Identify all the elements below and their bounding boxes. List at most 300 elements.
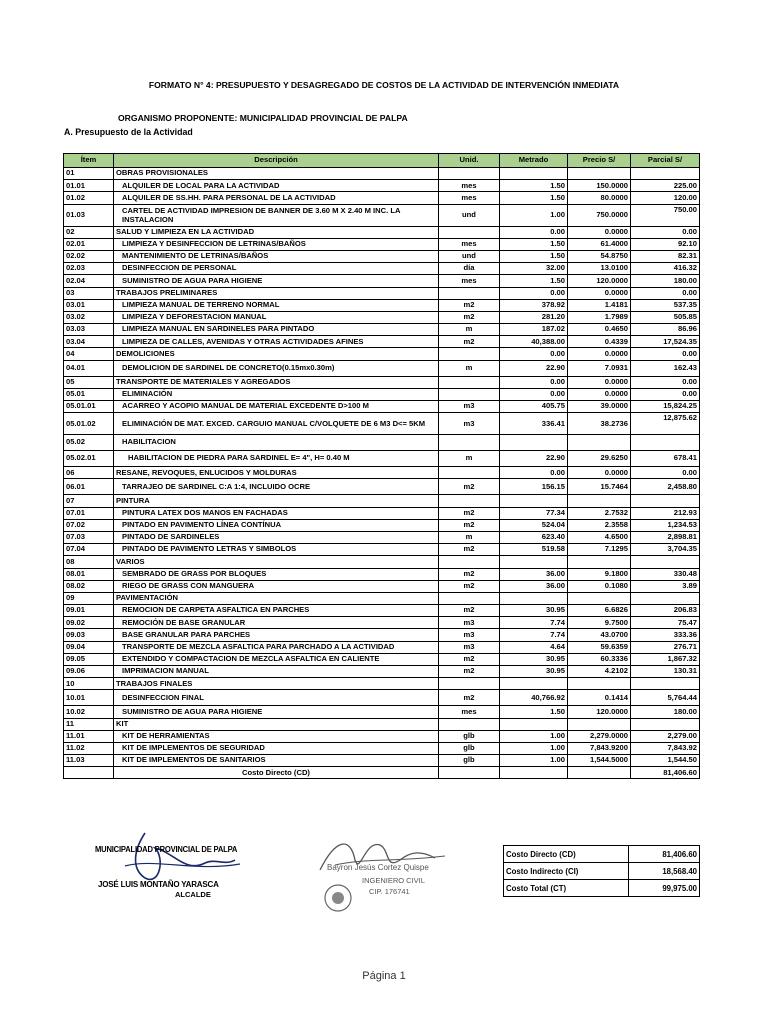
row-item-code: 07.04 bbox=[64, 544, 114, 556]
cost-summary-table bbox=[503, 845, 700, 897]
col-header-description: Descripción bbox=[114, 154, 439, 168]
row-quantity bbox=[500, 435, 568, 451]
row-price: 13.0100 bbox=[568, 263, 631, 275]
mayor-name: JOSÉ LUIS MONTAÑO YARASCA bbox=[98, 880, 219, 889]
row-partial: 180.00 bbox=[631, 275, 700, 287]
row-item-code: 08.02 bbox=[64, 580, 114, 592]
row-quantity: 30.95 bbox=[500, 653, 568, 665]
row-description: HABILITACION DE PIEDRA PARA SARDINEL E= 4", H= 0.40 M bbox=[114, 451, 439, 467]
row-partial bbox=[631, 495, 700, 507]
row-price: 750.0000 bbox=[568, 204, 631, 226]
mayor-stamp-org: MUNICIPALIDAD PROVINCIAL DE PALPA bbox=[95, 845, 238, 854]
budget-row bbox=[64, 556, 700, 568]
row-item-code: 03.03 bbox=[64, 324, 114, 336]
row-unit: glb bbox=[439, 755, 500, 767]
row-description: ELIMINACIÓN bbox=[114, 388, 439, 400]
summary-value: 81,406.60 bbox=[629, 846, 700, 863]
row-unit: m2 bbox=[439, 479, 500, 495]
row-partial: 225.00 bbox=[631, 180, 700, 192]
budget-row bbox=[64, 348, 700, 360]
budget-row bbox=[64, 580, 700, 592]
engineer-cip: CIP. 176741 bbox=[369, 887, 410, 896]
row-unit: m2 bbox=[439, 690, 500, 706]
row-price: 4.6500 bbox=[568, 531, 631, 543]
row-quantity: 405.75 bbox=[500, 401, 568, 413]
budget-row bbox=[64, 617, 700, 629]
row-quantity: 378.92 bbox=[500, 299, 568, 311]
row-price bbox=[568, 495, 631, 507]
row-quantity: 1.50 bbox=[500, 192, 568, 204]
row-description: RIEGO DE GRASS CON MANGUERA bbox=[114, 580, 439, 592]
row-item-code: 03.04 bbox=[64, 336, 114, 348]
row-unit: mes bbox=[439, 706, 500, 718]
row-price: 6.6826 bbox=[568, 605, 631, 617]
row-description: KIT DE IMPLEMENTOS DE SEGURIDAD bbox=[114, 742, 439, 754]
row-item-code: 10.02 bbox=[64, 706, 114, 718]
row-quantity bbox=[500, 592, 568, 604]
row-unit bbox=[439, 348, 500, 360]
row-unit: m bbox=[439, 360, 500, 376]
budget-row bbox=[64, 388, 700, 400]
row-item-code: 05.01 bbox=[64, 388, 114, 400]
row-partial: 86.96 bbox=[631, 324, 700, 336]
row-partial: 7,843.92 bbox=[631, 742, 700, 754]
row-description: IMPRIMACION MANUAL bbox=[114, 666, 439, 678]
row-partial: 17,524.35 bbox=[631, 336, 700, 348]
row-partial: 678.41 bbox=[631, 451, 700, 467]
budget-row bbox=[64, 605, 700, 617]
row-quantity: 1.50 bbox=[500, 275, 568, 287]
row-description: KIT DE HERRAMIENTAS bbox=[114, 730, 439, 742]
row-unit bbox=[439, 495, 500, 507]
row-partial: 276.71 bbox=[631, 641, 700, 653]
row-quantity: 0.00 bbox=[500, 287, 568, 299]
row-item-code: 01.01 bbox=[64, 180, 114, 192]
row-item-code: 09.03 bbox=[64, 629, 114, 641]
budget-row bbox=[64, 435, 700, 451]
row-price: 4.2102 bbox=[568, 666, 631, 678]
row-price: 80.0000 bbox=[568, 192, 631, 204]
row-price: 7.0931 bbox=[568, 360, 631, 376]
budget-row bbox=[64, 653, 700, 665]
budget-row bbox=[64, 666, 700, 678]
row-price: 54.8750 bbox=[568, 250, 631, 262]
row-item-code: 05.01.01 bbox=[64, 401, 114, 413]
budget-row bbox=[64, 413, 700, 435]
row-partial bbox=[631, 168, 700, 180]
row-item-code: 05 bbox=[64, 376, 114, 388]
row-unit: m3 bbox=[439, 641, 500, 653]
row-partial: 2,279.00 bbox=[631, 730, 700, 742]
row-quantity: 30.95 bbox=[500, 666, 568, 678]
row-unit: m2 bbox=[439, 653, 500, 665]
row-item-code: 03 bbox=[64, 287, 114, 299]
row-unit bbox=[439, 376, 500, 388]
row-partial: 1,867.32 bbox=[631, 653, 700, 665]
row-description: TRANSPORTE DE MEZCLA ASFALTICA PARA PARCHADO A LA ACTIVIDAD bbox=[114, 641, 439, 653]
row-description: TRABAJOS FINALES bbox=[114, 678, 439, 690]
mayor-signature-block bbox=[95, 828, 255, 899]
row-item-code: 01.02 bbox=[64, 192, 114, 204]
row-unit bbox=[439, 678, 500, 690]
row-description: VARIOS bbox=[114, 556, 439, 568]
row-unit: m bbox=[439, 531, 500, 543]
budget-row bbox=[64, 690, 700, 706]
document-title: FORMATO N° 4: PRESUPUESTO Y DESAGREGADO DE COSTOS DE LA ACTIVIDAD DE INTERVENCIÓN INMEDIATA bbox=[148, 80, 620, 90]
row-quantity: 1.50 bbox=[500, 706, 568, 718]
row-unit: mes bbox=[439, 180, 500, 192]
row-price: 0.1080 bbox=[568, 580, 631, 592]
row-partial: 1,234.53 bbox=[631, 519, 700, 531]
summary-row-total bbox=[504, 880, 700, 897]
mayor-title: ALCALDE bbox=[175, 890, 211, 899]
row-quantity: 281.20 bbox=[500, 311, 568, 323]
col-header-price: Precio S/ bbox=[568, 154, 631, 168]
row-description: PINTADO EN PAVIMENTO LÍNEA CONTÍNUA bbox=[114, 519, 439, 531]
budget-row bbox=[64, 250, 700, 262]
row-unit bbox=[439, 435, 500, 451]
row-unit bbox=[439, 467, 500, 479]
row-item-code: 03.02 bbox=[64, 311, 114, 323]
row-unit bbox=[439, 226, 500, 238]
row-partial bbox=[631, 592, 700, 604]
row-quantity: 22.90 bbox=[500, 360, 568, 376]
row-description: SUMINISTRO DE AGUA PARA HIGIENE bbox=[114, 706, 439, 718]
row-item-code: 11 bbox=[64, 718, 114, 730]
summary-label: Costo Total (CT) bbox=[504, 880, 629, 897]
row-partial: 0.00 bbox=[631, 388, 700, 400]
row-description: PINTADO DE PAVIMENTO LETRAS Y SIMBOLOS bbox=[114, 544, 439, 556]
row-partial: 537.35 bbox=[631, 299, 700, 311]
row-price bbox=[568, 556, 631, 568]
mayor-signature-scribble bbox=[115, 828, 245, 888]
col-header-unit: Unid. bbox=[439, 154, 500, 168]
row-partial: 330.48 bbox=[631, 568, 700, 580]
row-item-code: 02.02 bbox=[64, 250, 114, 262]
row-partial bbox=[631, 435, 700, 451]
total-label: Costo Directo (CD) bbox=[114, 767, 439, 779]
budget-row bbox=[64, 336, 700, 348]
row-unit: mes bbox=[439, 275, 500, 287]
row-partial: 162.43 bbox=[631, 360, 700, 376]
budget-row bbox=[64, 531, 700, 543]
row-item-code: 07.02 bbox=[64, 519, 114, 531]
budget-row bbox=[64, 451, 700, 467]
row-description: PINTURA bbox=[114, 495, 439, 507]
row-quantity: 40,388.00 bbox=[500, 336, 568, 348]
row-unit: m3 bbox=[439, 617, 500, 629]
row-description: LIMPIEZA Y DEFORESTACION MANUAL bbox=[114, 311, 439, 323]
row-price bbox=[568, 592, 631, 604]
row-quantity: 7.74 bbox=[500, 617, 568, 629]
row-item-code: 05.02.01 bbox=[64, 451, 114, 467]
summary-value: 18,568.40 bbox=[629, 863, 700, 880]
row-unit: m2 bbox=[439, 519, 500, 531]
budget-row bbox=[64, 678, 700, 690]
row-item-code: 11.02 bbox=[64, 742, 114, 754]
row-partial: 333.36 bbox=[631, 629, 700, 641]
row-description: PAVIMENTACIÓN bbox=[114, 592, 439, 604]
budget-row bbox=[64, 263, 700, 275]
row-quantity: 336.41 bbox=[500, 413, 568, 435]
row-unit: m2 bbox=[439, 568, 500, 580]
budget-row bbox=[64, 401, 700, 413]
row-item-code: 09.02 bbox=[64, 617, 114, 629]
row-quantity: 156.15 bbox=[500, 479, 568, 495]
row-price: 1.4181 bbox=[568, 299, 631, 311]
row-description: SEMBRADO DE GRASS POR BLOQUES bbox=[114, 568, 439, 580]
row-quantity bbox=[500, 168, 568, 180]
row-partial: 505.85 bbox=[631, 311, 700, 323]
row-item-code: 02.01 bbox=[64, 238, 114, 250]
budget-row bbox=[64, 479, 700, 495]
row-unit: m3 bbox=[439, 401, 500, 413]
row-price: 0.0000 bbox=[568, 348, 631, 360]
row-price: 120.0000 bbox=[568, 275, 631, 287]
row-price: 15.7464 bbox=[568, 479, 631, 495]
row-price: 0.0000 bbox=[568, 376, 631, 388]
summary-label: Costo Directo (CD) bbox=[504, 846, 629, 863]
row-item-code: 09.06 bbox=[64, 666, 114, 678]
row-item-code: 08 bbox=[64, 556, 114, 568]
row-partial: 75.47 bbox=[631, 617, 700, 629]
row-description: BASE GRANULAR PARA PARCHES bbox=[114, 629, 439, 641]
row-unit: m2 bbox=[439, 580, 500, 592]
budget-row bbox=[64, 507, 700, 519]
row-quantity bbox=[500, 495, 568, 507]
row-unit bbox=[439, 168, 500, 180]
summary-row-indirect bbox=[504, 863, 700, 880]
page-number: Página 1 bbox=[362, 970, 406, 982]
total-value: 81,406.60 bbox=[631, 767, 700, 779]
row-partial: 1,544.50 bbox=[631, 755, 700, 767]
row-price: 38.2736 bbox=[568, 413, 631, 435]
row-item-code: 07.03 bbox=[64, 531, 114, 543]
row-partial: 3,704.35 bbox=[631, 544, 700, 556]
row-description: LIMPIEZA MANUAL DE TERRENO NORMAL bbox=[114, 299, 439, 311]
row-price bbox=[568, 678, 631, 690]
row-description: ALQUILER DE SS.HH. PARA PERSONAL DE LA ACTIVIDAD bbox=[114, 192, 439, 204]
row-unit: m2 bbox=[439, 605, 500, 617]
row-price: 9.1800 bbox=[568, 568, 631, 580]
total-blank-cell bbox=[500, 767, 568, 779]
engineer-name: Bayron Jesús Cortez Quispe bbox=[327, 863, 429, 872]
row-quantity: 0.00 bbox=[500, 467, 568, 479]
row-partial: 212.93 bbox=[631, 507, 700, 519]
summary-label: Costo Indirecto (CI) bbox=[504, 863, 629, 880]
row-quantity: 7.74 bbox=[500, 629, 568, 641]
budget-header-row bbox=[64, 154, 700, 168]
row-unit: und bbox=[439, 204, 500, 226]
row-unit bbox=[439, 592, 500, 604]
row-description: MANTENIMIENTO DE LETRINAS/BAÑOS bbox=[114, 250, 439, 262]
row-quantity: 1.00 bbox=[500, 204, 568, 226]
row-unit: m bbox=[439, 451, 500, 467]
budget-row bbox=[64, 180, 700, 192]
row-item-code: 11.01 bbox=[64, 730, 114, 742]
row-price: 0.0000 bbox=[568, 226, 631, 238]
row-item-code: 05.02 bbox=[64, 435, 114, 451]
budget-row bbox=[64, 168, 700, 180]
row-partial: 2,898.81 bbox=[631, 531, 700, 543]
row-unit: m3 bbox=[439, 413, 500, 435]
budget-row bbox=[64, 287, 700, 299]
row-description: REMOCIÓN DE BASE GRANULAR bbox=[114, 617, 439, 629]
row-partial: 3.89 bbox=[631, 580, 700, 592]
row-quantity: 1.00 bbox=[500, 730, 568, 742]
row-description: DESINFECCION DE PERSONAL bbox=[114, 263, 439, 275]
row-partial: 0.00 bbox=[631, 348, 700, 360]
row-price: 0.1414 bbox=[568, 690, 631, 706]
row-description: EXTENDIDO Y COMPACTACION DE MEZCLA ASFALTICA EN CALIENTE bbox=[114, 653, 439, 665]
row-partial: 120.00 bbox=[631, 192, 700, 204]
budget-row bbox=[64, 755, 700, 767]
row-partial: 0.00 bbox=[631, 226, 700, 238]
row-item-code: 06 bbox=[64, 467, 114, 479]
row-price bbox=[568, 168, 631, 180]
row-unit: und bbox=[439, 250, 500, 262]
row-item-code: 09.01 bbox=[64, 605, 114, 617]
budget-row bbox=[64, 275, 700, 287]
row-unit: m2 bbox=[439, 311, 500, 323]
row-unit bbox=[439, 287, 500, 299]
row-description: KIT bbox=[114, 718, 439, 730]
row-description: OBRAS PROVISIONALES bbox=[114, 168, 439, 180]
row-unit: día bbox=[439, 263, 500, 275]
budget-row bbox=[64, 568, 700, 580]
row-item-code: 09.05 bbox=[64, 653, 114, 665]
row-quantity: 1.00 bbox=[500, 755, 568, 767]
row-description: CARTEL DE ACTIVIDAD IMPRESION DE BANNER DE 3.60 M X 2.40 M INC. LA INSTALACION bbox=[114, 204, 439, 226]
row-quantity: 1.50 bbox=[500, 250, 568, 262]
row-price: 59.6359 bbox=[568, 641, 631, 653]
row-quantity bbox=[500, 718, 568, 730]
row-quantity bbox=[500, 678, 568, 690]
row-item-code: 04.01 bbox=[64, 360, 114, 376]
row-description: DEMOLICION DE SARDINEL DE CONCRETO(0.15mx0.30m) bbox=[114, 360, 439, 376]
row-item-code: 10 bbox=[64, 678, 114, 690]
row-quantity: 0.00 bbox=[500, 376, 568, 388]
row-quantity: 22.90 bbox=[500, 451, 568, 467]
row-description: SALUD Y LIMPIEZA EN LA ACTIVIDAD bbox=[114, 226, 439, 238]
budget-row bbox=[64, 467, 700, 479]
row-item-code: 08.01 bbox=[64, 568, 114, 580]
row-item-code: 02.03 bbox=[64, 263, 114, 275]
row-partial: 0.00 bbox=[631, 287, 700, 299]
row-description: ALQUILER DE LOCAL PARA LA ACTIVIDAD bbox=[114, 180, 439, 192]
budget-row bbox=[64, 592, 700, 604]
row-price: 43.0700 bbox=[568, 629, 631, 641]
row-item-code: 10.01 bbox=[64, 690, 114, 706]
row-unit: glb bbox=[439, 742, 500, 754]
row-description: SUMINISTRO DE AGUA PARA HIGIENE bbox=[114, 275, 439, 287]
row-description: RESANE, REVOQUES, ENLUCIDOS Y MOLDURAS bbox=[114, 467, 439, 479]
budget-table bbox=[63, 153, 700, 779]
row-price: 9.7500 bbox=[568, 617, 631, 629]
row-description: HABILITACION bbox=[114, 435, 439, 451]
row-description: ELIMINACIÓN DE MAT. EXCED. CARGUIO MANUAL C/VOLQUETE DE 6 M3 D<= 5KM bbox=[114, 413, 439, 435]
budget-row bbox=[64, 519, 700, 531]
row-unit: m3 bbox=[439, 629, 500, 641]
row-price: 1,544.5000 bbox=[568, 755, 631, 767]
budget-row bbox=[64, 238, 700, 250]
row-item-code: 05.01.02 bbox=[64, 413, 114, 435]
row-item-code: 04 bbox=[64, 348, 114, 360]
col-header-quantity: Metrado bbox=[500, 154, 568, 168]
row-item-code: 03.01 bbox=[64, 299, 114, 311]
row-item-code: 07 bbox=[64, 495, 114, 507]
row-quantity: 36.00 bbox=[500, 580, 568, 592]
budget-row bbox=[64, 629, 700, 641]
row-unit: mes bbox=[439, 238, 500, 250]
engineer-signature-block bbox=[305, 830, 465, 920]
row-partial: 130.31 bbox=[631, 666, 700, 678]
row-unit bbox=[439, 388, 500, 400]
row-quantity: 40,766.92 bbox=[500, 690, 568, 706]
total-blank-cell bbox=[439, 767, 500, 779]
row-item-code: 07.01 bbox=[64, 507, 114, 519]
organization-line: ORGANISMO PROPONENTE: MUNICIPALIDAD PROVINCIAL DE PALPA bbox=[118, 113, 408, 123]
row-partial: 2,458.80 bbox=[631, 479, 700, 495]
budget-row bbox=[64, 192, 700, 204]
row-partial: 180.00 bbox=[631, 706, 700, 718]
row-price: 60.3336 bbox=[568, 653, 631, 665]
row-price: 120.0000 bbox=[568, 706, 631, 718]
budget-row bbox=[64, 706, 700, 718]
row-unit: m2 bbox=[439, 544, 500, 556]
col-header-partial: Parcial S/ bbox=[631, 154, 700, 168]
row-price: 39.0000 bbox=[568, 401, 631, 413]
row-quantity bbox=[500, 556, 568, 568]
row-partial: 15,824.25 bbox=[631, 401, 700, 413]
row-quantity: 36.00 bbox=[500, 568, 568, 580]
row-price: 61.4000 bbox=[568, 238, 631, 250]
row-price: 2,279.0000 bbox=[568, 730, 631, 742]
row-quantity: 0.00 bbox=[500, 226, 568, 238]
row-price bbox=[568, 435, 631, 451]
budget-row bbox=[64, 742, 700, 754]
row-partial: 0.00 bbox=[631, 376, 700, 388]
row-quantity: 623.40 bbox=[500, 531, 568, 543]
total-row bbox=[64, 767, 700, 779]
row-item-code: 09 bbox=[64, 592, 114, 604]
row-description: LIMPIEZA Y DESINFECCION DE LETRINAS/BAÑOS bbox=[114, 238, 439, 250]
row-item-code: 01 bbox=[64, 168, 114, 180]
budget-row bbox=[64, 730, 700, 742]
row-description: REMOCION DE CARPETA ASFALTICA EN PARCHES bbox=[114, 605, 439, 617]
budget-row bbox=[64, 360, 700, 376]
row-unit: m bbox=[439, 324, 500, 336]
row-description: PINTADO DE SARDINELES bbox=[114, 531, 439, 543]
row-description: TRANSPORTE DE MATERIALES Y AGREGADOS bbox=[114, 376, 439, 388]
row-quantity: 0.00 bbox=[500, 348, 568, 360]
row-price: 2.3558 bbox=[568, 519, 631, 531]
row-item-code: 06.01 bbox=[64, 479, 114, 495]
budget-row bbox=[64, 376, 700, 388]
row-unit: m2 bbox=[439, 507, 500, 519]
engineer-signature-scribble bbox=[305, 830, 465, 920]
row-description: DEMOLICIONES bbox=[114, 348, 439, 360]
row-partial: 82.31 bbox=[631, 250, 700, 262]
summary-row-direct bbox=[504, 846, 700, 863]
row-unit bbox=[439, 556, 500, 568]
row-item-code: 09.04 bbox=[64, 641, 114, 653]
row-price: 1.7989 bbox=[568, 311, 631, 323]
row-unit: glb bbox=[439, 730, 500, 742]
budget-row bbox=[64, 226, 700, 238]
row-price: 2.7532 bbox=[568, 507, 631, 519]
row-description: LIMPIEZA MANUAL EN SARDINELES PARA PINTADO bbox=[114, 324, 439, 336]
